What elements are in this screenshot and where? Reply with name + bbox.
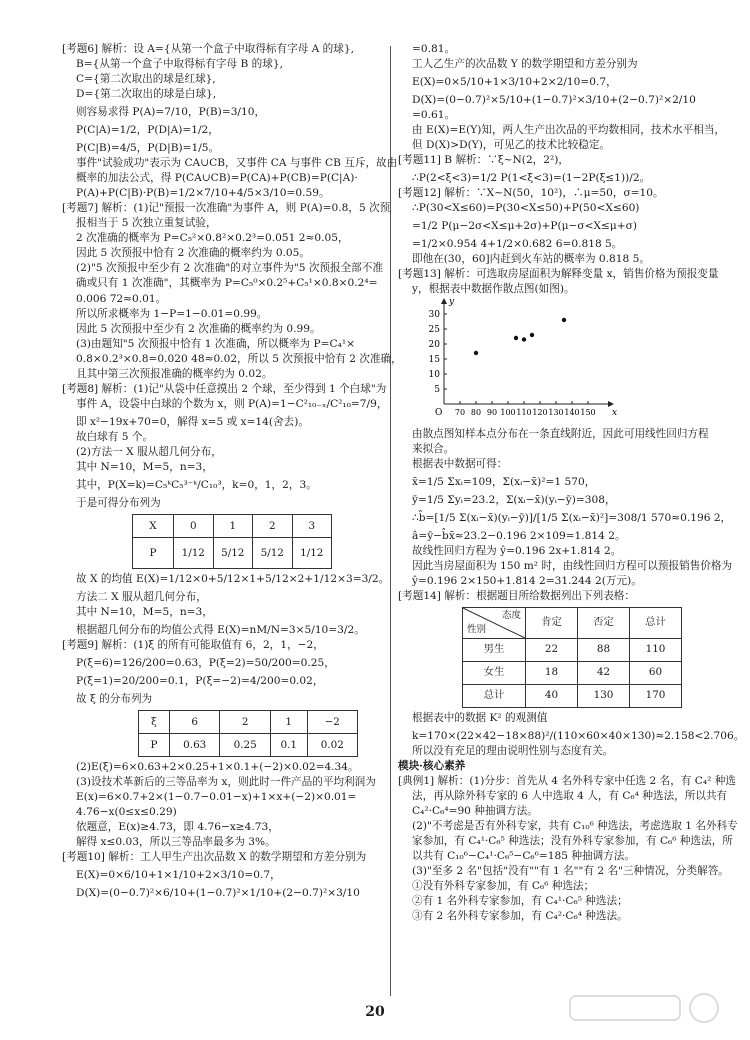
text-line: 由散点图知样本点分布在一条直线附近，因此可用线性回归方程 [412,427,709,440]
left-column [62,42,402,901]
text-line: P(C|B)=4/5，P(D|B)=1/5。 [76,142,220,155]
contingency-table [462,607,682,708]
text-line: 2 次准确的概率为 P=C₅²×0.8²×0.2³=0.051 2≈0.05， [76,232,349,245]
text-line: [考题9] 解析：(1)ξ 的所有可能取值有 6，2，1，−2， [62,639,324,652]
table-cell: 1/12 [292,537,332,568]
distribution-table-x [132,514,332,569]
text-line: y，根据表中数据作散点图(如图)。 [412,283,575,296]
x-axis-arrow [608,401,614,407]
text-line: k=170×(22×42−18×88)²/(110×60×40×130)≈2.158<2.706。 [412,729,745,742]
corner-top-label: 态度 [501,609,521,621]
text-line: (3)由题知"5 次预报中恰有 1 次准确，所以概率为 P=C₄¹× [76,337,355,350]
data-point [530,332,534,336]
text-line: [考题7] 解析：(1)记"预报一次准确"为事件 A，则 P(A)=0.8，5 次预 [62,202,391,215]
text-line: 其中，P(X=k)=C₅ᵏC₅³⁻ᵏ/C₁₀³，k=0，1，2，3。 [76,478,317,491]
table-cell: 110 [630,638,682,661]
text-line: D(X)=(0−0.7)²×5/10+(1−0.7)²×3/10+(2−0.7)²×2/10 [412,94,696,107]
text-line: ①没有外科专家参加，有 C₆⁶ 种选法； [412,880,595,893]
y-tick-label: 20 [428,339,440,350]
text-line: ∴b̂=[1/5 Σ(xᵢ−x̄)(yᵢ−ȳ)]/[1/5 Σ(xᵢ−x̄)²]=308/1 570≈0.196 2， [412,511,732,524]
table-cell: 60 [630,661,682,684]
table-cell: 女生 [463,661,526,684]
x-tick-label: 80 [470,407,482,417]
text-line: 故 X 的均值 E(X)=1/12×0+5/12×1+5/12×2+1/12×3=3/2。 [76,572,390,585]
table-cell: P [133,537,174,568]
text-line: 解得 x≤0.03，所以三等品率最多为 3%。 [76,836,276,849]
text-line: 故白球有 5 个。 [76,430,154,443]
table-cell: 0.63 [170,734,220,757]
x-tick-label: 110 [516,407,532,417]
table-cell: 130 [578,684,630,707]
text-line: C₄²·C₆⁴=90 种抽调方法。 [412,805,538,818]
text-line: ȳ=1/5 Σyᵢ=23.2，Σ(xᵢ−x̄)(yᵢ−ȳ)=308， [412,493,616,506]
x-tick-label: 150 [580,407,596,417]
text-line: [考题12] 解析：∵X~N(50，10²)，∴μ=50，σ=10。 [398,187,664,200]
text-line: C={第二次取出的球是红球}, [76,73,216,86]
right-column [398,42,745,924]
text-line: [考题11] B 解析：∵ξ~N(2，2²)， [398,154,569,167]
text-line: [考题14] 解析：根据题目所给数据列出下列表格： [398,589,635,602]
text-line: 家参加，有 C₄¹·C₆⁵ 种选法；没有外科专家参加，有 C₆⁶ 种选法，所 [412,835,733,848]
text-line: [考题13] 解析：可选取房屋面积为解释变量 x，销售价格为预报变量 [398,268,719,281]
x-tick-label: 90 [486,407,498,417]
table-cell: 88 [578,638,630,661]
text-line: (2)方法一 X 服从超几何分布， [76,445,222,458]
text-line: P(A)+P(C|B)·P(B)=1/2×7/10+4/5×3/10=0.59。 [76,187,330,200]
text-line: ③有 2 名外科专家参加，有 C₄²·C₆⁴ 种选法。 [412,910,628,923]
text-line: ∴P(30<X≤60)=P(30<X≤50)+P(50<X≤60) [412,202,640,215]
text-line: ∴P(2<ξ<3)=1/2 P(1<ξ<3)=(1−2P(ξ≤1))/2。 [412,172,651,185]
text-line: 故线性回归方程为 ŷ=0.196 2x+1.814 2。 [412,544,622,557]
corner-bottom-label: 性别 [467,624,487,636]
text-line: (3)设技术革新后的三等品率为 x，则此时一件产品的平均利润为 [76,776,376,789]
table-cell: P [139,734,170,757]
text-line: [考题10] 解析：工人甲生产出次品数 X 的数学期望和方差分别为 [62,851,367,864]
table-cell: −2 [307,711,357,734]
text-line: E(x)=6×0.7+2×(1−0.7−0.01−x)+1×x+(−2)×0.01= [76,791,357,804]
text-line: 4.76−x(0≤x≤0.29) [76,806,177,819]
table-cell: 0.25 [220,734,270,757]
text-line: 于是可得分布列为 [76,496,161,509]
text-line: P(ξ=1)=20/200=0.1，P(ξ=−2)=4/200=0.02， [76,675,324,688]
y-axis-label: y [449,296,455,307]
table-cell: 2 [220,711,270,734]
text-line: 所以所求概率为 1−P=1−0.01=0.99。 [76,307,268,320]
text-line: â=ȳ−b̂x̄≈23.2−0.196 2×109=1.814 2。 [412,529,626,542]
text-line: 即他在(30，60]内赶到火车站的概率为 0.818 5。 [412,253,650,266]
y-tick-label: 10 [428,369,440,380]
text-line: 所以没有充足的理由说明性别与态度有关。 [412,744,614,757]
text-line: 根据超几何分布的均值公式得 E(X)=nM/N=3×5/10=3/2。 [76,624,365,637]
table-cell: 0.1 [270,734,307,757]
text-line: 其中 N=10，M=5，n=3， [76,606,213,618]
text-line: =1/2 P(μ−2σ<X≤μ+2σ)+P(μ−σ<X≤μ+σ) [412,220,637,233]
table-cell: 1/12 [174,537,214,568]
x-axis-label: x [612,407,618,418]
table-cell: 2 [253,514,293,537]
text-line: 根据表中数据可得： [412,457,508,470]
text-line: 概率的加法公式，得 P(CA∪CB)=P(CA)+P(CB)=P(C|A)· [76,172,358,185]
text-line: 因此 5 次预报中至少有 2 次准确的概率约为 0.99。 [76,322,321,335]
text-line: 工人乙生产的次品数 Y 的数学期望和方差分别为 [412,58,638,71]
text-line: 以共有 C₁₀⁶−C₄¹·C₆⁵−C₆⁶=185 种抽调方法。 [412,850,635,863]
text-line: 则容易求得 P(A)=7/10，P(B)=3/10， [76,106,266,119]
text-line: 方法二 X 服从超几何分布， [76,590,207,603]
y-tick-label: 15 [428,354,440,365]
left-text-block-3 [62,760,402,901]
text-line: [典例1] 解析：(1)分步：首先从 4 名外科专家中任选 2 名，有 C₄² 种选 [398,775,736,787]
right-text-block-1 [398,42,726,298]
data-point [522,337,526,341]
text-line: 故 ξ 的分布列为 [76,693,153,706]
text-line: [考题6] 解析：设 A={从第一个盒子中取得标有字母 A 的球}, [62,43,354,55]
left-text-block-2 [62,572,402,707]
table-cell: 3 [292,514,332,537]
text-line: D={第二次取出的球是白球}, [76,88,217,101]
table-cell: 0.02 [307,734,357,757]
left-text-block-1 [62,42,402,511]
table-corner-cell [463,607,526,638]
text-line: 因此 5 次预报中恰有 2 次准确的概率约为 0.05。 [76,247,310,260]
text-line: 0.006 72≈0.01。 [76,292,167,305]
table-cell: 总计 [463,684,526,707]
data-point [474,350,478,354]
table-cell: 5/12 [213,537,253,568]
x-tick-label: 130 [548,407,564,417]
distribution-table-xi [138,710,358,757]
text-line: 且其中第三次预报准确的概率约为 0.02。 [76,367,273,380]
text-line: =0.81。 [412,43,456,55]
x-tick-label: 120 [532,407,548,417]
y-tick-label: 30 [428,309,440,320]
text-line: E(X)=0×5/10+1×3/10+2×2/10=0.7， [412,76,617,89]
table-cell: X [133,514,174,537]
table-cell: 22 [526,638,578,661]
table-cell: 1 [213,514,253,537]
table-header-cell: 肯定 [526,607,578,638]
table-cell: 18 [526,661,578,684]
text-line: B={从第一个盒子中取得标有字母 B 的球}, [76,58,283,71]
text-line: (2)"5 次预报中至少有 2 次准确"的对立事件为"5 次预报全部不准 [76,262,383,275]
table-cell: 6 [170,711,220,734]
x-tick-label: 140 [564,407,580,417]
text-line: ŷ=0.196 2×150+1.814 2=31.244 2(万元)。 [412,574,642,587]
text-line: 报相当于 5 次独立重复试验， [76,217,217,230]
text-line: 由 E(X)=E(Y)知，两人生产出次品的平均数相同，技术水平相当， [412,124,726,137]
table-header-cell: 否定 [578,607,630,638]
text-line: 依题意，E(x)≥4.73，即 4.76−x≥4.73， [76,821,279,834]
table-cell: 男生 [463,638,526,661]
table-cell: 42 [578,661,630,684]
text-line: 法，再从除外科专家的 6 人中选取 4 人，有 C₆⁴ 种选法，所以共有 [412,790,728,803]
text-line: =1/2×0.954 4+1/2×0.682 6=0.818 5。 [412,238,623,251]
text-line: E(X)=0×6/10+1×1/10+2×3/10=0.7， [76,869,281,882]
text-line: 0.8×0.2³×0.8=0.020 48≈0.02，所以 5 次预报中恰有 2 次准确， [76,352,402,365]
text-line: 因此当房屋面积为 150 m² 时，由线性回归方程可以预报销售价格为 [412,559,733,572]
text-line: P(ξ=6)=126/200=0.63，P(ξ=2)=50/200=0.25， [76,657,335,670]
right-text-block-2 [398,427,733,604]
text-line: x̄=1/5 Σxᵢ=109，Σ(xᵢ−x̄)²=1 570， [412,475,596,488]
origin-label: O [435,407,443,418]
y-tick-label: 5 [434,384,440,395]
y-tick-label: 25 [428,324,440,335]
text-line: (2)E(ξ)=6×0.63+2×0.25+1×0.1+(−2)×0.02=4.34。 [76,761,359,774]
data-point [514,335,518,339]
table-cell: 40 [526,684,578,707]
text-line: 即 x²−19x+70=0，解得 x=5 或 x=14(舍去)。 [76,415,309,428]
text-line: ②有 1 名外科专家参加，有 C₄¹·C₆⁵ 种选法； [412,895,628,908]
text-line: (3)"至多 2 名"包括"没有""有 1 名""有 2 名"三种情况，分类解答。 [412,865,729,878]
table-cell: 5/12 [253,537,293,568]
text-line: 确或只有 1 次准确"，其概率为 P=C₅⁰×0.2⁵+C₅¹×0.8×0.2⁴= [76,277,378,290]
text-line: [考题8] 解析：(1)记"从袋中任意摸出 2 个球，至少得到 1 个白球"为 [62,382,387,395]
table-cell: ξ [139,711,170,734]
text-line: 根据表中的数据 K² 的观测值 [412,711,548,724]
text-line: P(C|A)=1/2，P(D|A)=1/2， [76,124,219,137]
y-axis-arrow [441,298,447,304]
text-line: 但 D(X)>D(Y)，可见乙的技术比较稳定。 [412,139,611,152]
text-line: 来拟合。 [412,442,455,455]
right-text-block-3 [398,711,745,924]
text-line: D(X)=(0−0.7)²×6/10+(1−0.7)²×1/10+(2−0.7)²×3/10 [76,887,360,900]
x-tick-label: 100 [500,407,516,417]
data-point [562,317,566,321]
watermark-logo [562,990,732,1038]
table-cell: 0 [174,514,214,537]
table-header-cell: 总计 [630,607,682,638]
text-line: 事件"试验成功"表示为 CA∪CB，又事件 CA 与事件 CB 互斥，故由 [76,157,398,170]
text-line: 模块·核心素养 [398,759,466,772]
table-cell: 1 [270,711,307,734]
text-line: 其中 N=10，M=5，n=3， [76,460,213,473]
text-line: (2)"不考虑是否有外科专家，共有 C₁₀⁶ 种选法，考虑选取 1 名外科专 [412,820,738,833]
scatter-plot [418,296,618,422]
text-line: =0.61。 [412,109,456,122]
x-tick-label: 70 [454,407,466,417]
text-line: 事件 A，设袋中白球的个数为 x，则 P(A)=1−C²₁₀₋ₓ/C²₁₀=7/9， [76,397,388,410]
table-cell: 170 [630,684,682,707]
page-number: 20 [365,1004,385,1020]
